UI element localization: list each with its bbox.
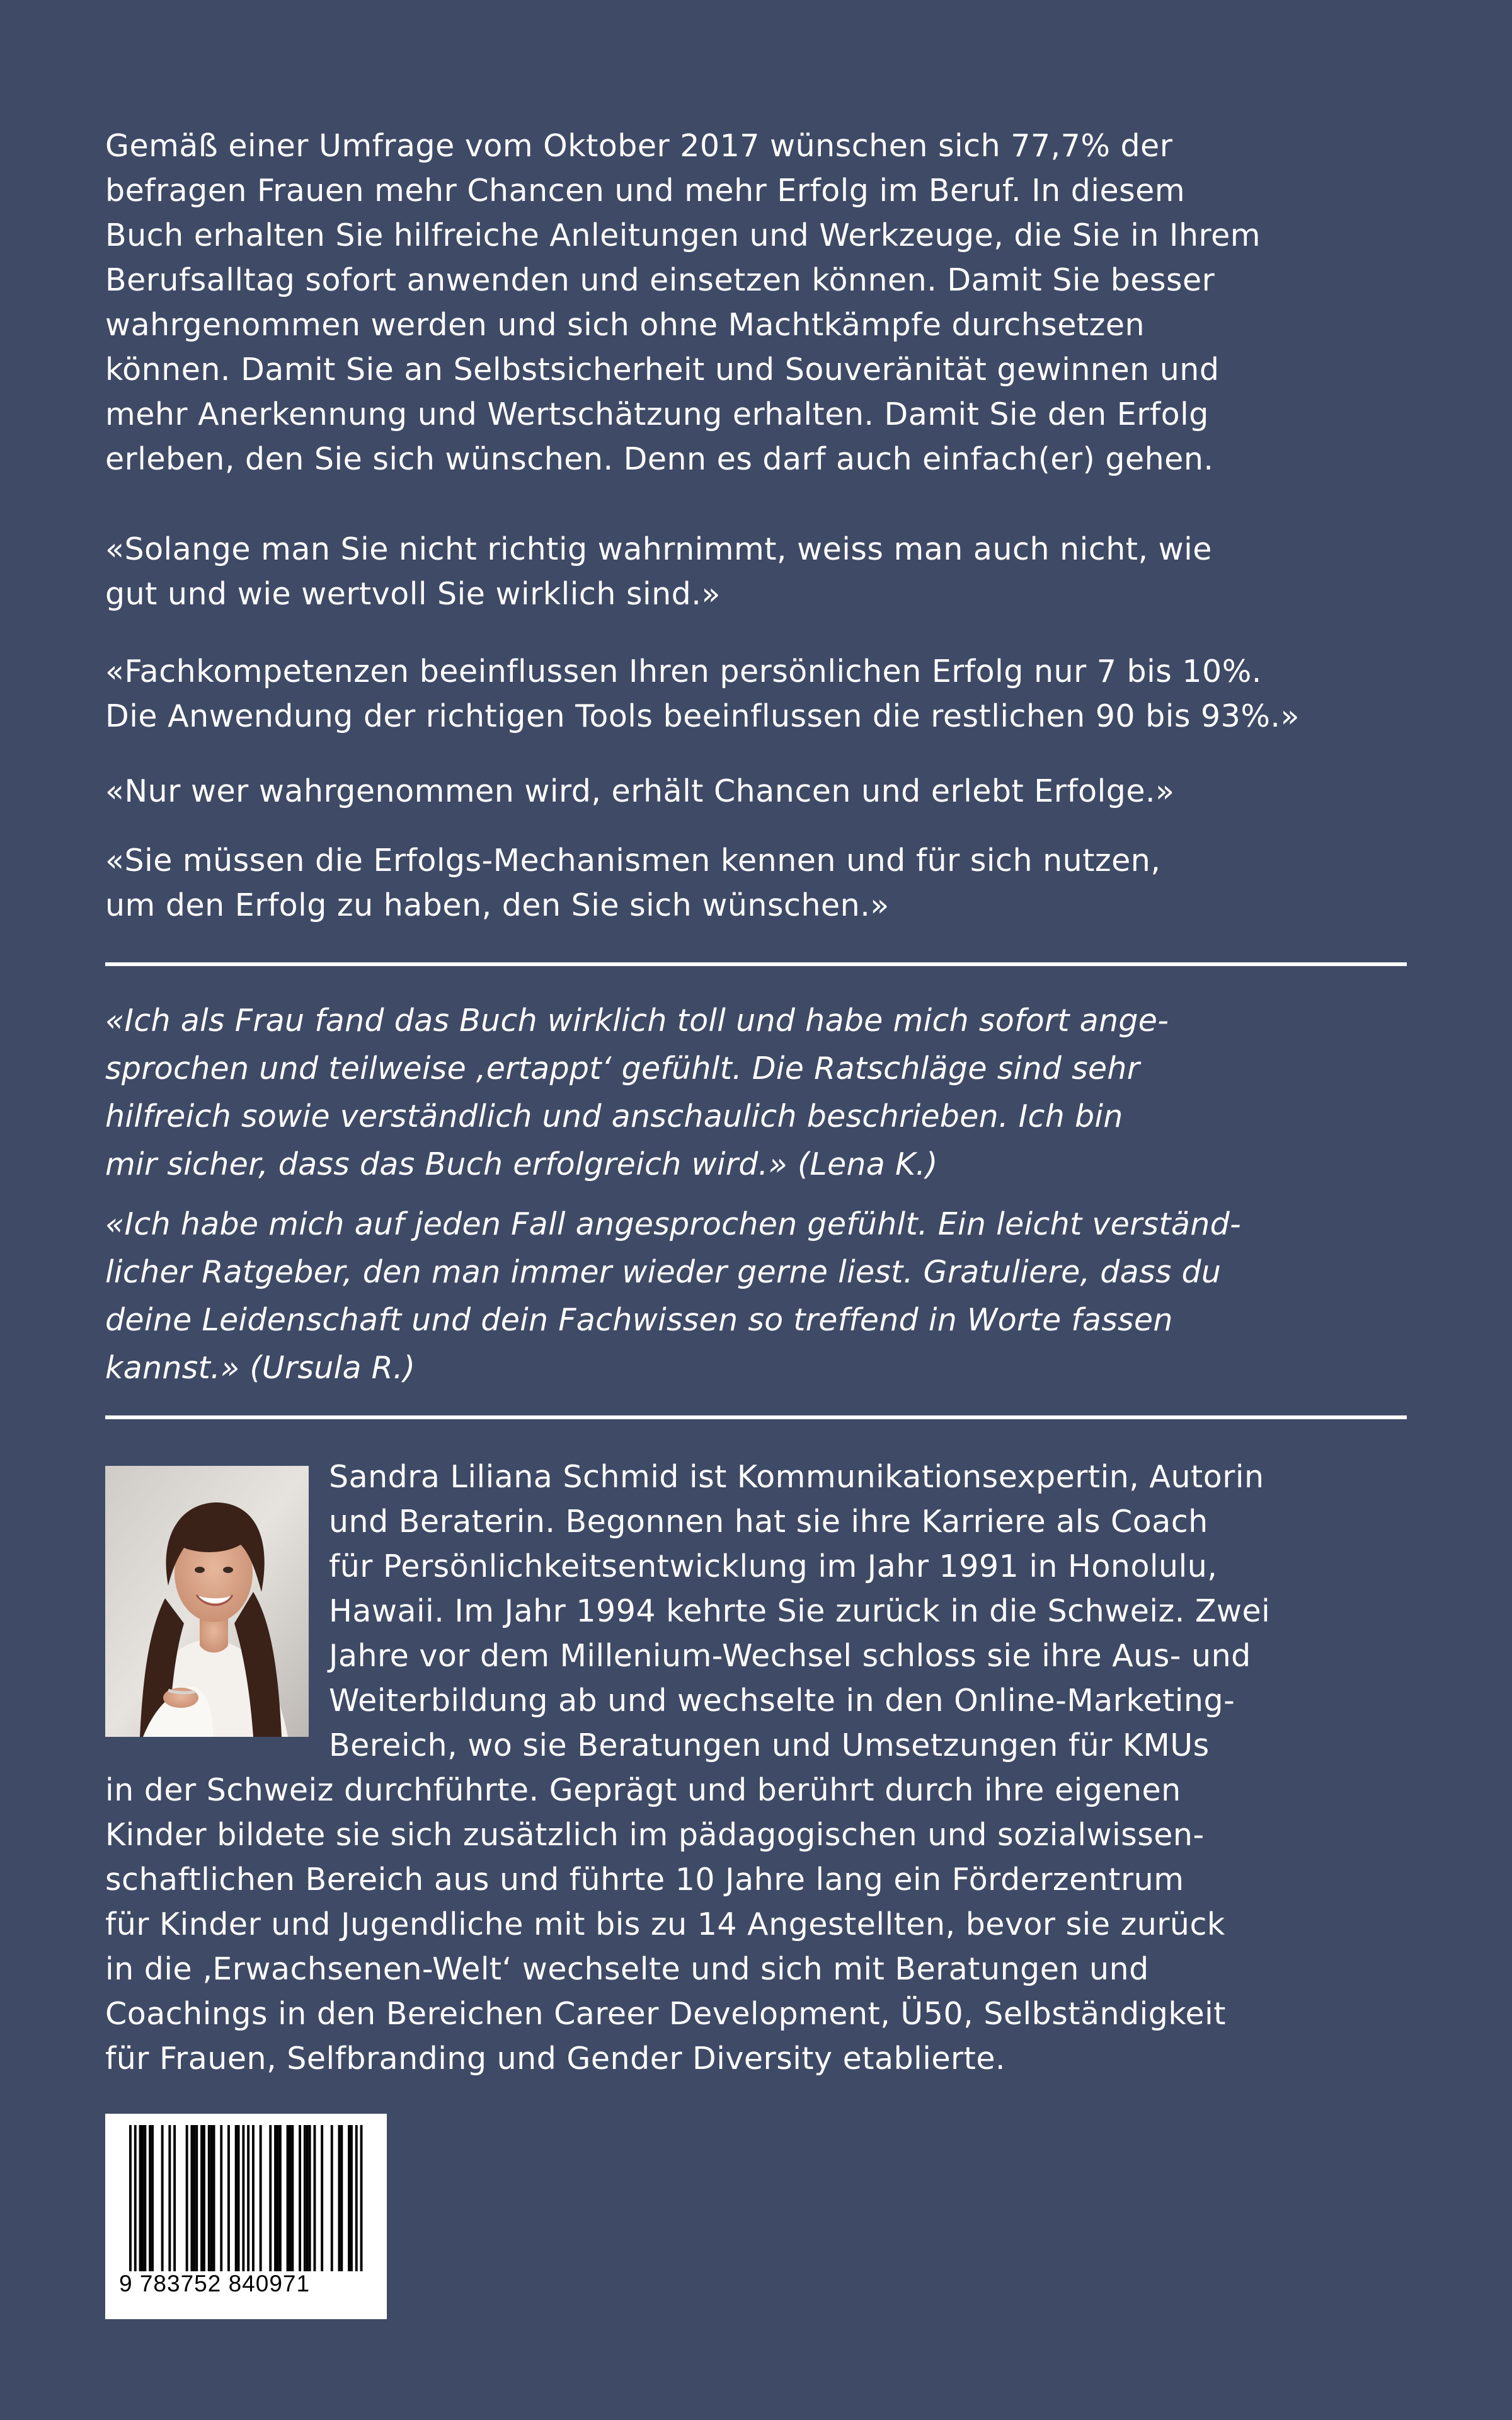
- barcode-bar: [277, 2125, 279, 2271]
- bio-line: in die ‚Erwachsenen-Welt‘ wechselte und sich mit Beratungen und: [105, 1951, 1149, 1987]
- barcode-bar: [247, 2125, 249, 2271]
- barcode-bar: [279, 2125, 282, 2271]
- barcode-bar: [220, 2125, 222, 2271]
- barcode-bar: [348, 2125, 350, 2271]
- review-line: licher Ratgeber, den man immer wieder gerne liest. Gratuliere, dass du: [105, 1254, 1222, 1290]
- blurb-line: erleben, den Sie sich wünschen. Denn es darf auch einfach(er) gehen.: [105, 441, 1214, 477]
- barcode-bar: [287, 2125, 289, 2271]
- barcode-bar: [360, 2125, 363, 2271]
- barcode-bar: [350, 2125, 353, 2271]
- barcode-bar: [338, 2125, 341, 2271]
- quote-nur-wer: [105, 769, 1460, 814]
- review-line: kannst.» (Ursula R.): [105, 1350, 416, 1386]
- bio-line: in der Schweiz durchführte. Geprägt und berührt durch ihre eigenen: [105, 1772, 1181, 1808]
- quote-line: Die Anwendung der richtigen Tools beeinflussen die restlichen 90 bis 93%.»: [105, 698, 1300, 734]
- barcode-bar: [213, 2125, 215, 2271]
- barcode-bar: [134, 2125, 137, 2271]
- blurb-line: befragen Frauen mehr Chancen und mehr Erfolg im Beruf. In diesem: [105, 173, 1186, 209]
- isbn-barcode: [105, 2114, 387, 2319]
- bio-line: und Beraterin. Begonnen hat sie ihre Karriere als Coach: [329, 1504, 1208, 1540]
- bio-line: schaftlichen Bereich aus und führte 10 Jahre lang ein Förderzentrum: [105, 1862, 1184, 1898]
- barcode-bar: [299, 2125, 301, 2271]
- barcode-bar: [314, 2125, 316, 2271]
- barcode-bar: [235, 2125, 238, 2271]
- quote-fachkompetenzen: [105, 649, 1460, 739]
- bio-line: Kinder bildete sie sich zusätzlich im pädagogischen und sozialwissen-: [105, 1817, 1205, 1853]
- review-line: «Ich als Frau fand das Buch wirklich toll und habe mich sofort ange-: [105, 1003, 1169, 1039]
- barcode-bar: [129, 2125, 132, 2271]
- bio-line: Coachings in den Bereichen Career Development, Ü50, Selbständigkeit: [105, 1996, 1227, 2032]
- barcode-bar: [269, 2125, 272, 2271]
- author-bio: [105, 1455, 1416, 2081]
- barcode-bar: [242, 2125, 244, 2271]
- barcode-bar: [208, 2125, 210, 2271]
- bio-line: Bereich, wo sie Beratungen und Umsetzungen für KMUs: [329, 1727, 1210, 1763]
- review-line: «Ich habe mich auf jeden Fall angesprochen gefühlt. Ein leicht verständ-: [105, 1206, 1241, 1242]
- barcode-bar: [304, 2125, 306, 2271]
- barcode-bar: [151, 2125, 154, 2271]
- isbn-number: 9 783752 840971: [119, 2271, 311, 2296]
- blurb-line: wahrgenommen werden und sich ohne Machtkämpfe durchsetzen: [105, 307, 1145, 343]
- review-ursula: [105, 1201, 1416, 1392]
- blurb-line: können. Damit Sie an Selbstsicherheit und Souveränität gewinnen und: [105, 352, 1220, 388]
- blurb-line: Gemäß einer Umfrage vom Oktober 2017 wünschen sich 77,7% der: [105, 128, 1173, 164]
- review-line: deine Leidenschaft und dein Fachwissen so treffend in Worte fassen: [105, 1302, 1173, 1338]
- barcode-bar: [144, 2125, 146, 2271]
- review-line: sprochen und teilweise ‚ertappt‘ gefühlt. Die Ratschläge sind sehr: [105, 1051, 1140, 1086]
- barcode-bar: [168, 2125, 171, 2271]
- divider: [105, 962, 1407, 966]
- bio-line: für Frauen, Selfbranding und Gender Diversity etablierte.: [105, 2041, 1006, 2077]
- quote-mechanismen: [105, 838, 1460, 928]
- barcode-bar: [260, 2125, 262, 2271]
- bio-line: Sandra Liliana Schmid ist Kommunikationsexpertin, Autorin: [329, 1459, 1264, 1495]
- barcode-bar: [203, 2125, 205, 2271]
- barcode-bar: [340, 2125, 343, 2271]
- blurb-line: mehr Anerkennung und Wertschätzung erhalten. Damit Sie den Erfolg: [105, 396, 1209, 432]
- barcode-bar: [321, 2125, 323, 2271]
- quote-line: «Nur wer wahrgenommen wird, erhält Chancen und erlebt Erfolge.»: [105, 773, 1175, 809]
- barcode-bar: [331, 2125, 333, 2271]
- blurb-line: Buch erhalten Sie hilfreiche Anleitungen und Werkzeuge, die Sie in Ihrem: [105, 217, 1261, 253]
- barcode-bar: [227, 2125, 230, 2271]
- barcode-bar: [191, 2125, 193, 2271]
- barcode-bar: [306, 2125, 309, 2271]
- review-line: hilfreich sowie verständlich und anschaulich beschrieben. Ich bin: [105, 1098, 1123, 1134]
- bio-line: Hawaii. Im Jahr 1994 kehrte Sie zurück in die Schweiz. Zwei: [329, 1593, 1271, 1629]
- blurb-paragraph: [105, 124, 1416, 481]
- barcode-bar: [142, 2125, 144, 2271]
- barcode-bar: [161, 2125, 164, 2271]
- barcode-bar: [139, 2125, 142, 2271]
- quote-line: gut und wie wertvoll Sie wirklich sind.»: [105, 576, 721, 612]
- barcode-bar: [238, 2125, 240, 2271]
- quote-solange: [105, 527, 1460, 616]
- divider: [105, 1415, 1407, 1419]
- barcode-bar: [289, 2125, 292, 2271]
- barcode-bar: [210, 2125, 213, 2271]
- barcode-bar: [193, 2125, 195, 2271]
- barcode-bar: [186, 2125, 188, 2271]
- bio-line: für Persönlichkeitsentwicklung im Jahr 1991 in Honolulu,: [329, 1548, 1218, 1584]
- barcode-bar: [173, 2125, 176, 2271]
- barcode-bar: [291, 2125, 294, 2271]
- quote-line: «Fachkompetenzen beeinflussen Ihren persönlichen Erfolg nur 7 bis 10%.: [105, 654, 1262, 689]
- bio-line: Weiterbildung ab und wechselte in den Online-Marketing-: [329, 1683, 1235, 1719]
- bio-line: für Kinder und Jugendliche mit bis zu 14 Angestellten, bevor sie zurück: [105, 1906, 1225, 1942]
- barcode-bar: [252, 2125, 255, 2271]
- barcode-bar: [274, 2125, 277, 2271]
- quote-line: «Solange man Sie nicht richtig wahrnimmt, weiss man auch nicht, wie: [105, 531, 1212, 567]
- barcode-bar: [355, 2125, 358, 2271]
- blurb-line: Berufsalltag sofort anwenden und einsetzen können. Damit Sie besser: [105, 262, 1215, 298]
- barcode-bar: [195, 2125, 198, 2271]
- review-lena: [105, 997, 1416, 1189]
- barcode-bar: [200, 2125, 203, 2271]
- review-line: mir sicher, dass das Buch erfolgreich wird.» (Lena K.): [105, 1146, 938, 1182]
- quote-line: «Sie müssen die Erfolgs-Mechanismen kennen und für sich nutzen,: [105, 843, 1161, 879]
- barcode-bar: [309, 2125, 311, 2271]
- quote-line: um den Erfolg zu haben, den Sie sich wünschen.»: [105, 887, 890, 923]
- bio-line: Jahre vor dem Millenium-Wechsel schloss sie ihre Aus- und: [329, 1638, 1251, 1674]
- barcode-bar: [149, 2125, 151, 2271]
